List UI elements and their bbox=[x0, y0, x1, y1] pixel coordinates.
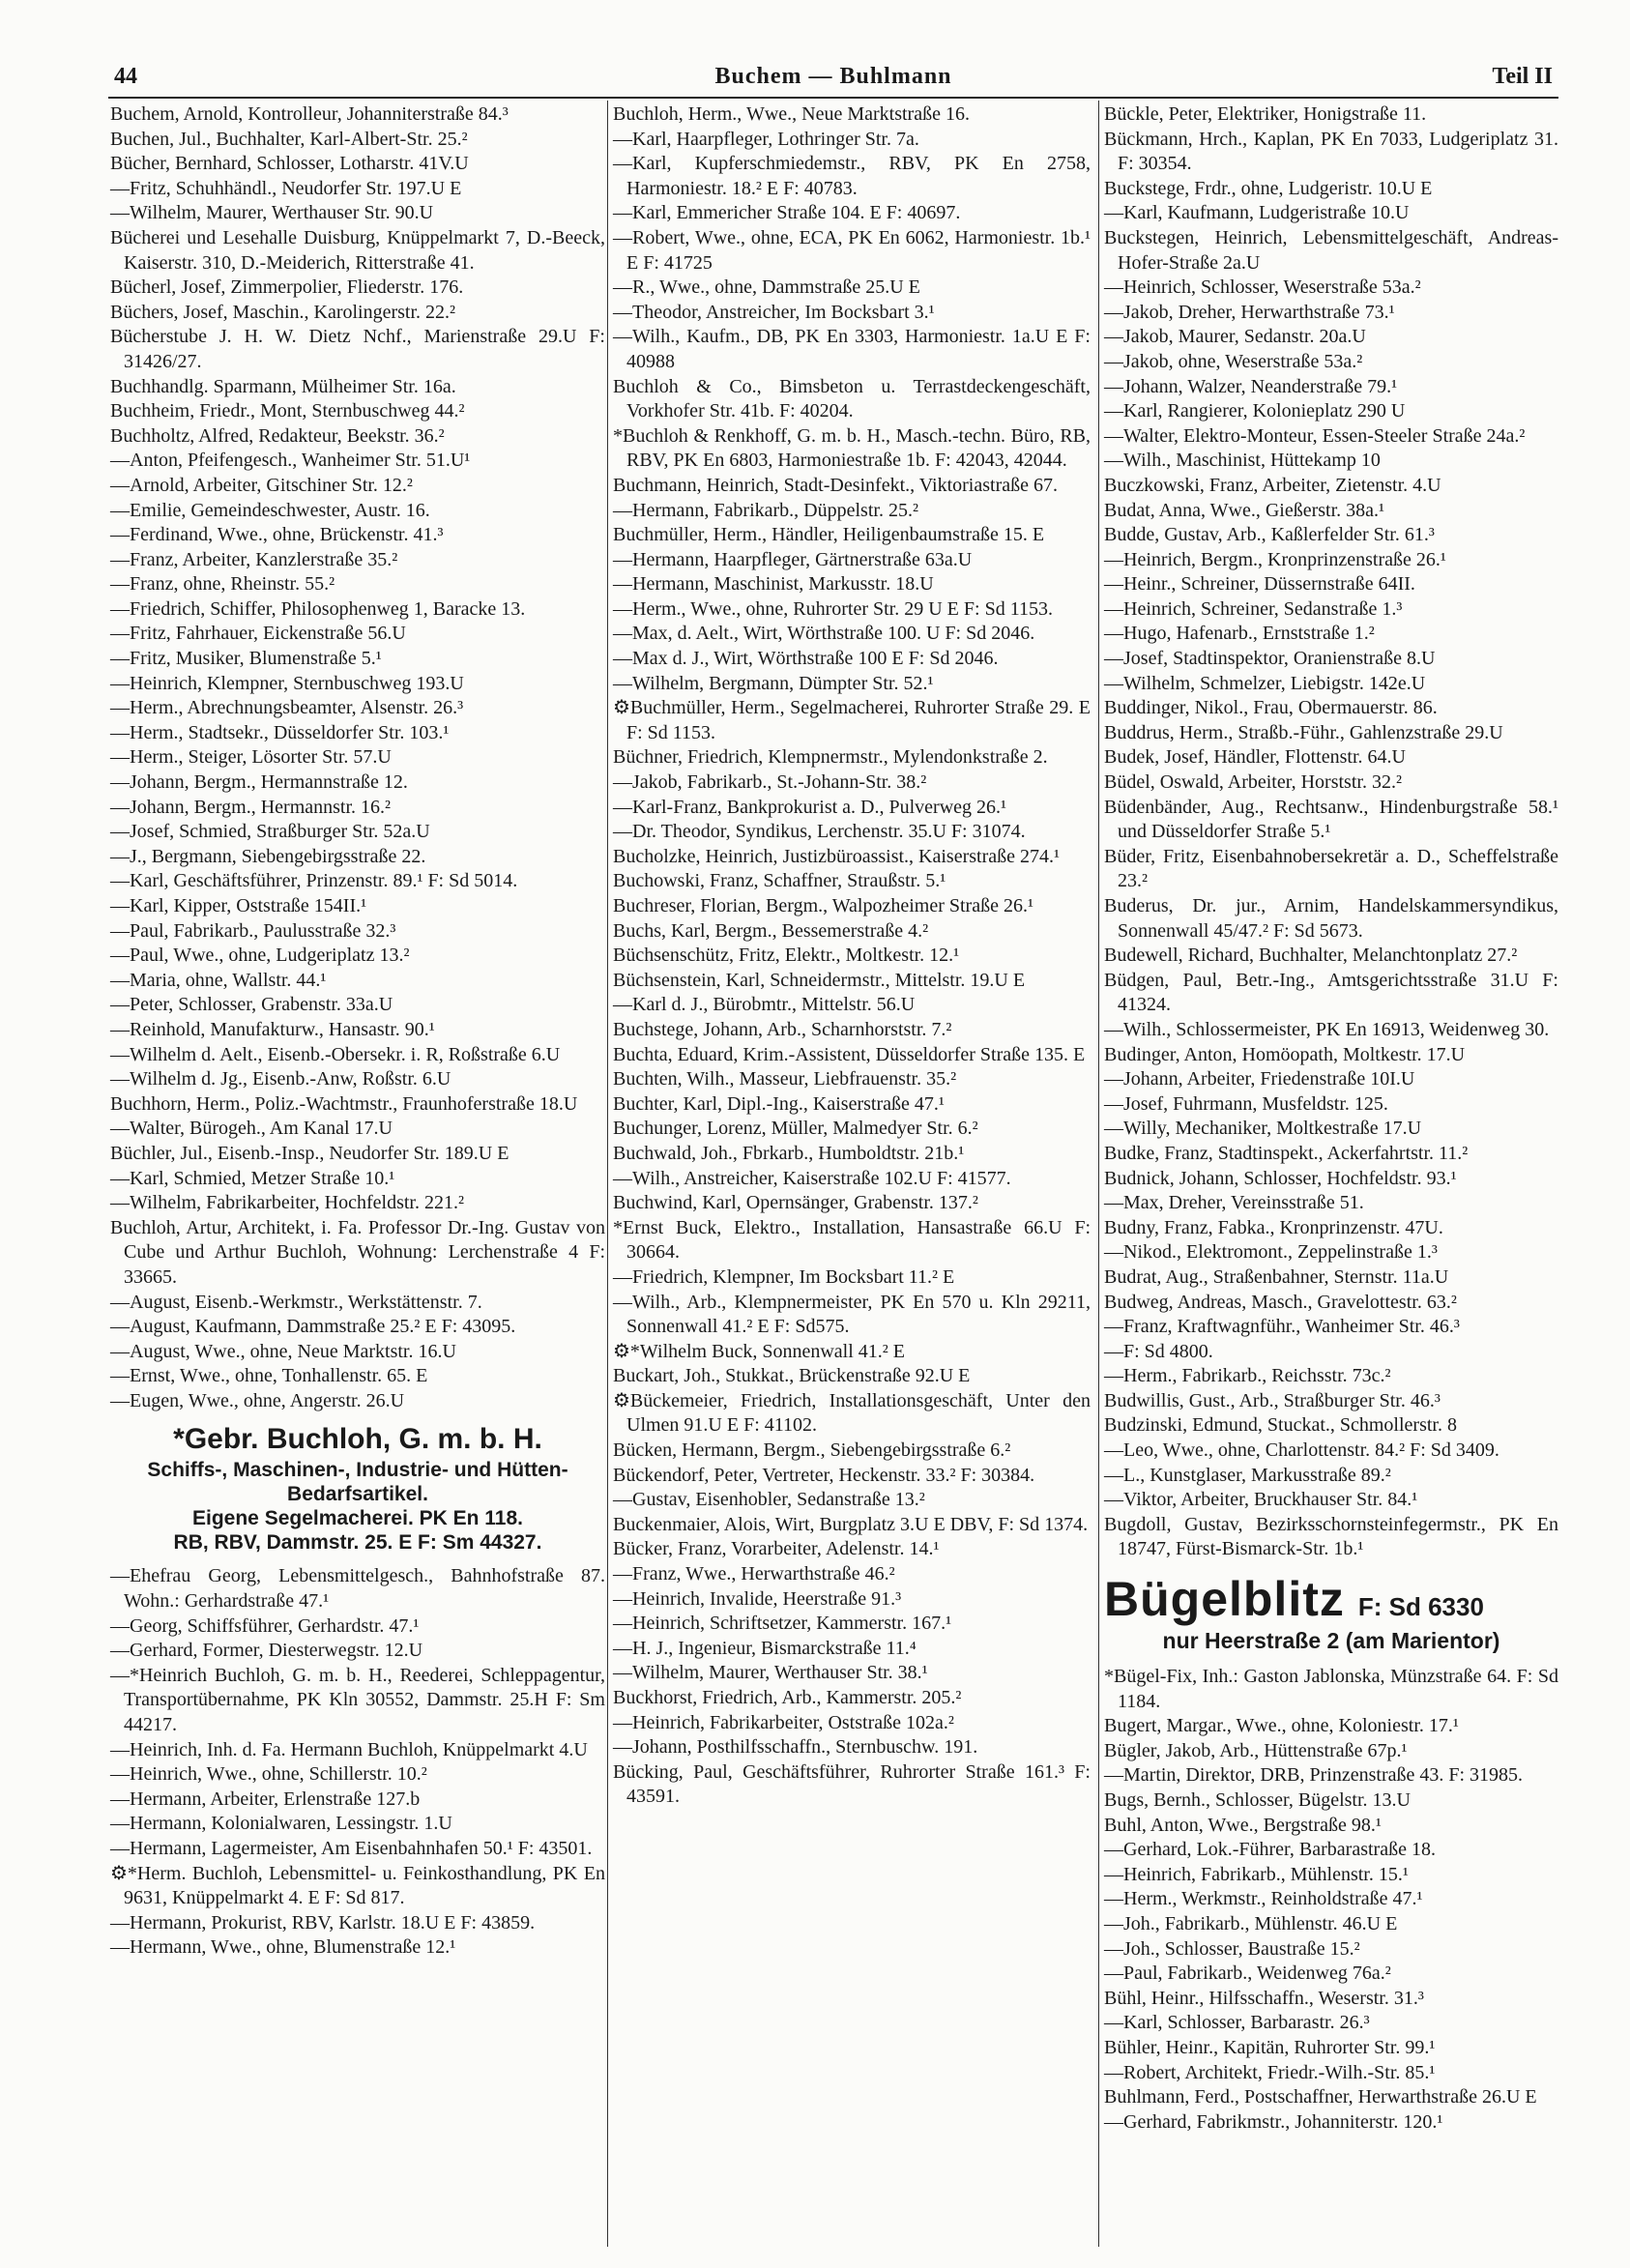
directory-entry: Bücker, Franz, Vorarbeiter, Adelenstr. 14.¹ bbox=[613, 1538, 940, 1560]
directory-entry: —Wilhelm, Schmelzer, Liebigstr. 142e.U bbox=[1104, 672, 1426, 694]
ad-line: Schiffs-, Maschinen-, Industrie- und Hütten-Bedarfsartikel. bbox=[147, 1459, 568, 1506]
directory-entry: —Fritz, Musiker, Blumenstraße 5.¹ bbox=[110, 648, 382, 670]
directory-entry: Buchs, Karl, Bergm., Bessemerstraße 4.² bbox=[613, 919, 929, 942]
directory-entry: Budat, Anna, Wwe., Gießerstr. 38a.¹ bbox=[1104, 499, 1385, 521]
ad-line: *Gebr. Buchloh, G. m. b. H. bbox=[173, 1423, 542, 1456]
directory-entry: Budke, Franz, Stadtinspekt., Ackerfahrtstr. 11.² bbox=[1104, 1142, 1469, 1164]
directory-entry: —Joh., Schlosser, Baustraße 15.² bbox=[1104, 1937, 1360, 1960]
directory-entry: ⚙*Wilhelm Buck, Sonnenwall 41.² E bbox=[613, 1340, 905, 1362]
directory-entry: —August, Wwe., ohne, Neue Marktstr. 16.U bbox=[110, 1340, 456, 1362]
directory-entry: —Georg, Schiffsführer, Gerhardstr. 47.¹ bbox=[110, 1614, 420, 1637]
directory-entry: —Ernst, Wwe., ohne, Tonhallenstr. 65. E bbox=[110, 1365, 428, 1387]
directory-entry: —Herm., Wwe., ohne, Ruhrorter Str. 29 U E F: Sd 1153. bbox=[613, 597, 1053, 620]
directory-entry: —Fritz, Schuhhändl., Neudorfer Str. 197.U E bbox=[110, 177, 462, 199]
directory-entry: —Heinrich, Klempner, Sternbuschweg 193.U bbox=[110, 672, 464, 694]
directory-entry: —Franz, Arbeiter, Kanzlerstraße 35.² bbox=[110, 548, 398, 570]
directory-entry: —Gerhard, Former, Diesterwegstr. 12.U bbox=[110, 1640, 423, 1662]
part-label: Teil II bbox=[1492, 64, 1553, 89]
directory-entry: —Hermann, Kolonialwaren, Lessingstr. 1.U bbox=[110, 1813, 452, 1835]
directory-entry: Buckstege, Frdr., ohne, Ludgeristr. 10.U E bbox=[1104, 177, 1433, 199]
directory-entry: —Heinrich, Bergm., Kronprinzenstraße 26.¹ bbox=[1104, 548, 1446, 570]
directory-entry: —Wilhelm, Maurer, Werthauser Str. 38.¹ bbox=[613, 1662, 928, 1684]
advertisement-buegelblitz bbox=[1104, 1572, 1558, 1655]
directory-entry: —Heinrich, Fabrikarb., Mühlenstr. 15.¹ bbox=[1104, 1863, 1409, 1885]
directory-entry: —Robert, Wwe., ohne, ECA, PK En 6062, Harmoniestr. 1b.¹ E F: 41725 bbox=[613, 226, 1091, 274]
directory-entry: Büchers, Josef, Maschin., Karolingerstr. 22.² bbox=[110, 301, 456, 323]
directory-entry: Büdgen, Paul, Betr.-Ing., Amtsgerichtsstraße 31.U F: 41324. bbox=[1104, 969, 1558, 1016]
directory-entry: —Karl, Schlosser, Barbarastr. 26.³ bbox=[1104, 2012, 1370, 2034]
directory-entry: Bugs, Bernh., Schlosser, Bügelstr. 13.U bbox=[1104, 1789, 1411, 1811]
directory-entry: —Josef, Schmied, Straßburger Str. 52a.U bbox=[110, 821, 430, 843]
directory-entry: Bugdoll, Gustav, Bezirksschornsteinfegermstr., PK En 18747, Fürst-Bismarck-Str. 1b.¹ bbox=[1104, 1513, 1558, 1560]
ad-title: Bügelblitz bbox=[1104, 1572, 1345, 1627]
directory-entry: Buderus, Dr. jur., Arnim, Handelskammersyndikus, Sonnenwall 45/47.² F: Sd 5673. bbox=[1104, 895, 1558, 942]
directory-entry: —Heinrich, Schlosser, Weserstraße 53a.² bbox=[1104, 276, 1421, 299]
directory-entry: Budweg, Andreas, Masch., Gravelottestr. 63.² bbox=[1104, 1291, 1457, 1313]
directory-entry: Buddrus, Herm., Straßb.-Führ., Gahlenzstraße 29.U bbox=[1104, 721, 1503, 743]
directory-entry: —Heinrich, Wwe., ohne, Schillerstr. 10.² bbox=[110, 1763, 427, 1786]
directory-entry: —Fritz, Fahrhauer, Eickenstraße 56.U bbox=[110, 623, 406, 645]
directory-entry: Bühl, Heinr., Hilfsschaffn., Weserstr. 31.³ bbox=[1104, 1987, 1424, 2009]
directory-entry: —Franz, ohne, Rheinstr. 55.² bbox=[110, 573, 335, 596]
directory-entry: —Karl, Geschäftsführer, Prinzenstr. 89.¹ F: Sd 5014. bbox=[110, 870, 518, 892]
directory-entry: —Herm., Fabrikarb., Reichsstr. 73c.² bbox=[1104, 1365, 1391, 1387]
directory-entry: —Johann, Posthilfsschaffn., Sternbuschw. 191. bbox=[613, 1736, 978, 1759]
directory-entry: Budewell, Richard, Buchhalter, Melanchtonplatz 27.² bbox=[1104, 945, 1518, 967]
directory-entry: Büder, Fritz, Eisenbahnobersekretär a. D., Scheffelstraße 23.² bbox=[1104, 845, 1558, 892]
page-header bbox=[108, 64, 1558, 99]
directory-entry: Bückle, Peter, Elektriker, Honigstraße 11. bbox=[1104, 103, 1427, 125]
directory-entry: ⚙*Herm. Buchloh, Lebensmittel- u. Feinkosthandlung, PK En 9631, Knüppelmarkt 4. E F: Sd 817. bbox=[110, 1862, 605, 1909]
column-1 bbox=[110, 102, 605, 1961]
column-divider bbox=[1098, 101, 1099, 2247]
directory-entry: —Walter, Bürogeh., Am Kanal 17.U bbox=[110, 1118, 393, 1140]
directory-entry: —Karl, Kaufmann, Ludgeristraße 10.U bbox=[1104, 202, 1410, 224]
directory-entry: —August, Kaufmann, Dammstraße 25.² E F: 43095. bbox=[110, 1316, 516, 1338]
directory-entry: —Jakob, Maurer, Sedanstr. 20a.U bbox=[1104, 326, 1366, 348]
directory-entry: Budek, Josef, Händler, Flottenstr. 64.U bbox=[1104, 746, 1406, 769]
directory-entry: Büchler, Jul., Eisenb.-Insp., Neudorfer Str. 189.U E bbox=[110, 1142, 509, 1164]
directory-entry: —Heinrich, Schriftsetzer, Kammerstr. 167.¹ bbox=[613, 1613, 952, 1635]
directory-entry: —Nikod., Elektromont., Zeppelinstraße 1.³ bbox=[1104, 1241, 1438, 1264]
directory-entry: —Heinr., Schreiner, Düssernstraße 64II. bbox=[1104, 573, 1415, 596]
directory-entry: Bücking, Paul, Geschäftsführer, Ruhrorter Straße 161.³ F: 43591. bbox=[613, 1760, 1091, 1808]
directory-entry: Budwillis, Gust., Arb., Straßburger Str. 46.³ bbox=[1104, 1389, 1441, 1411]
directory-entry: Bühler, Heinr., Kapitän, Ruhrorter Str. 99.¹ bbox=[1104, 2036, 1436, 2058]
directory-entry: Buchhandlg. Sparmann, Mülheimer Str. 16a. bbox=[110, 375, 456, 397]
directory-entry: Buchloh, Herm., Wwe., Neue Marktstraße 16. bbox=[613, 103, 970, 125]
directory-entry: Budzinski, Edmund, Stuckat., Schmollerstr. 8 bbox=[1104, 1414, 1457, 1437]
directory-entry: Bücherei und Lesehalle Duisburg, Knüppelmarkt 7, D.-Beeck, Kaiserstr. 310, D.-Meiderich, Ritterstraße 41. bbox=[110, 226, 605, 274]
ad-line: Eigene Segelmacherei. PK En 118. bbox=[192, 1507, 523, 1530]
directory-entry: —Johann, Bergm., Hermannstr. 16.² bbox=[110, 796, 392, 818]
directory-entry: —Heinrich, Fabrikarbeiter, Oststraße 102a.² bbox=[613, 1711, 954, 1733]
directory-entry: Bucholzke, Heinrich, Justizbüroassist., Kaiserstraße 274.¹ bbox=[613, 845, 1061, 867]
directory-entry: Büchsenschütz, Fritz, Elektr., Moltkestr. 12.¹ bbox=[613, 945, 960, 967]
directory-entry: Buchwind, Karl, Opernsänger, Grabenstr. 137.² bbox=[613, 1192, 978, 1214]
directory-entry: —Ferdinand, Wwe., ohne, Brückenstr. 41.³ bbox=[110, 524, 444, 546]
column-divider bbox=[607, 101, 608, 2247]
directory-entry: —Jakob, ohne, Weserstraße 53a.² bbox=[1104, 350, 1363, 372]
directory-entry: —Karl, Schmied, Metzer Straße 10.¹ bbox=[110, 1167, 395, 1189]
directory-entry: Buhlmann, Ferd., Postschaffner, Herwarthstraße 26.U E bbox=[1104, 2086, 1537, 2108]
directory-entry: —Hermann, Lagermeister, Am Eisenbahnhafen 50.¹ F: 43501. bbox=[110, 1838, 593, 1859]
directory-entry: Buchstege, Johann, Arb., Scharnhorststr. 7.² bbox=[613, 1018, 952, 1040]
directory-entry: —Leo, Wwe., ohne, Charlottenstr. 84.² F: Sd 3409. bbox=[1104, 1439, 1499, 1462]
directory-entry: Budny, Franz, Fabka., Kronprinzenstr. 47U. bbox=[1104, 1216, 1443, 1238]
directory-entry: Buchloh, Artur, Architekt, i. Fa. Professor Dr.-Ing. Gustav von Cube und Arthur Buchloh, Wohnung: Lerchenstraße 4 F: 33665. bbox=[110, 1216, 605, 1288]
column-3 bbox=[1104, 102, 1558, 2135]
directory-entry: —Herm., Stadtsekr., Düsseldorfer Str. 103.¹ bbox=[110, 721, 450, 743]
directory-entry: Büchsenstein, Karl, Schneidermstr., Mittelstr. 19.U E bbox=[613, 969, 1026, 991]
directory-entry: —Willy, Mechaniker, Moltkestraße 17.U bbox=[1104, 1118, 1422, 1140]
directory-entry: Buchen, Jul., Buchhalter, Karl-Albert-Str. 25.² bbox=[110, 128, 468, 150]
directory-entry: Budnick, Johann, Schlosser, Hochfeldstr. 93.¹ bbox=[1104, 1167, 1457, 1189]
directory-entry: —Wilh., Schlossermeister, PK En 16913, Weidenweg 30. bbox=[1104, 1018, 1550, 1040]
directory-entry: —Jakob, Dreher, Herwarthstraße 73.¹ bbox=[1104, 301, 1395, 323]
advertisement-buchloh bbox=[110, 1421, 605, 1555]
page-number: 44 bbox=[114, 64, 137, 89]
directory-entry: —Paul, Wwe., ohne, Ludgeriplatz 13.² bbox=[110, 945, 410, 967]
directory-entry: —Karl d. J., Bürobmtr., Mittelstr. 56.U bbox=[613, 994, 916, 1016]
ad-address: nur Heerstraße 2 (am Marientor) bbox=[1162, 1628, 1500, 1654]
directory-entry: —Friedrich, Schiffer, Philosophenweg 1, Baracke 13. bbox=[110, 597, 526, 620]
directory-entry: —Wilh., Kaufm., DB, PK En 3303, Harmoniestr. 1a.U E F: 40988 bbox=[613, 326, 1091, 372]
directory-entry: —Wilhelm, Maurer, Werthauser Str. 90.U bbox=[110, 202, 434, 224]
directory-entry: —Franz, Wwe., Herwarthstraße 46.² bbox=[613, 1563, 895, 1585]
running-title: Buchem — Buhlmann bbox=[714, 64, 952, 89]
directory-entry: Bügler, Jakob, Arb., Hüttenstraße 67p.¹ bbox=[1104, 1739, 1408, 1761]
directory-entry: —Herm., Steiger, Lösorter Str. 57.U bbox=[110, 746, 392, 769]
directory-entry: —Gerhard, Lok.-Führer, Barbarastraße 18. bbox=[1104, 1839, 1436, 1861]
directory-entry: Bückendorf, Peter, Vertreter, Heckenstr. 33.² F: 30384. bbox=[613, 1464, 1035, 1486]
directory-entry: —Heinrich, Invalide, Heerstraße 91.³ bbox=[613, 1587, 902, 1610]
directory-entry: Bücher, Bernhard, Schlosser, Lotharstr. 41V.U bbox=[110, 153, 469, 175]
directory-entry: —Wilh., Maschinist, Hüttekamp 10 bbox=[1104, 450, 1381, 472]
directory-entry: —Anton, Pfeifengesch., Wanheimer Str. 51.U¹ bbox=[110, 450, 471, 472]
directory-entry: —Josef, Stadtinspektor, Oranienstraße 8.U bbox=[1104, 648, 1436, 670]
directory-entry: —F: Sd 4800. bbox=[1104, 1340, 1213, 1362]
ad-phone: F: Sd 6330 bbox=[1357, 1592, 1484, 1622]
directory-entry: —Herm., Werkmstr., Reinholdstraße 47.¹ bbox=[1104, 1888, 1423, 1910]
directory-entry: —August, Eisenb.-Werkmstr., Werkstättenstr. 7. bbox=[110, 1291, 482, 1313]
directory-entry: Buchter, Karl, Dipl.-Ing., Kaiserstraße 47.¹ bbox=[613, 1092, 945, 1115]
directory-entry: —Jakob, Fabrikarb., St.-Johann-Str. 38.² bbox=[613, 771, 927, 794]
directory-entry: —Gustav, Eisenhobler, Sedanstraße 13.² bbox=[613, 1489, 925, 1511]
directory-entry: Bücherstube J. H. W. Dietz Nchf., Marienstraße 29.U F: 31426/27. bbox=[110, 326, 605, 372]
directory-entry: Buhl, Anton, Wwe., Bergstraße 98.¹ bbox=[1104, 1814, 1382, 1836]
directory-entry: —H. J., Ingenieur, Bismarckstraße 11.⁴ bbox=[613, 1637, 917, 1659]
directory-entry: —Theodor, Anstreicher, Im Bocksbart 3.¹ bbox=[613, 301, 935, 323]
directory-entry: —Dr. Theodor, Syndikus, Lerchenstr. 35.U F: 31074. bbox=[613, 821, 1026, 843]
directory-entry: Buchem, Arnold, Kontrolleur, Johanniterstraße 84.³ bbox=[110, 103, 509, 125]
directory-entry: Bückmann, Hrch., Kaplan, PK En 7033, Ludgeriplatz 31. F: 30354. bbox=[1104, 128, 1558, 175]
directory-entry: Bugert, Margar., Wwe., ohne, Koloniestr. 17.¹ bbox=[1104, 1715, 1459, 1737]
directory-entry: —Viktor, Arbeiter, Bruckhauser Str. 84.¹ bbox=[1104, 1489, 1418, 1511]
directory-entry: —Gerhard, Fabrikmstr., Johanniterstr. 120.¹ bbox=[1104, 2110, 1443, 2133]
directory-entry: —Friedrich, Klempner, Im Bocksbart 11.² E bbox=[613, 1265, 955, 1288]
directory-entry: Buchunger, Lorenz, Müller, Malmedyer Str. 6.² bbox=[613, 1118, 978, 1140]
directory-entry: —Arnold, Arbeiter, Gitschiner Str. 12.² bbox=[110, 474, 413, 496]
directory-entry: Buchloh & Co., Bimsbeton u. Terrastdeckengeschäft, Vorkhofer Str. 41b. F: 40204. bbox=[613, 375, 1091, 422]
directory-entry: —Eugen, Wwe., ohne, Angerstr. 26.U bbox=[110, 1389, 405, 1411]
directory-entry: —Paul, Fabrikarb., Weidenweg 76a.² bbox=[1104, 1963, 1391, 1985]
directory-entry: —Maria, ohne, Wallstr. 44.¹ bbox=[110, 969, 327, 991]
directory-entry: —*Heinrich Buchloh, G. m. b. H., Reederei, Schleppagentur, Transportübernahme, PK Kln 30552, Dammstr. 25.H F: Sm 44217. bbox=[110, 1664, 605, 1736]
directory-entry: Büdel, Oswald, Arbeiter, Horststr. 32.² bbox=[1104, 771, 1402, 794]
directory-entry: —Karl, Kipper, Oststraße 154II.¹ bbox=[110, 895, 367, 916]
directory-entry: —Wilhelm, Bergmann, Dümpter Str. 52.¹ bbox=[613, 672, 934, 694]
directory-entry: ⚙Buchmüller, Herm., Segelmacherei, Ruhrorter Straße 29. E F: Sd 1153. bbox=[613, 697, 1091, 743]
directory-entry: —Hermann, Arbeiter, Erlenstraße 127.b bbox=[110, 1788, 421, 1810]
directory-entry: Buckhorst, Friedrich, Arb., Kammerstr. 205.² bbox=[613, 1687, 962, 1708]
directory-entry: —Karl, Emmericher Straße 104. E F: 40697. bbox=[613, 202, 961, 224]
directory-entry: Buddinger, Nikol., Frau, Obermauerstr. 86. bbox=[1104, 697, 1438, 719]
column-2 bbox=[613, 102, 1091, 1810]
directory-entry: —Max, Dreher, Vereinsstraße 51. bbox=[1104, 1192, 1364, 1214]
ad-title-row bbox=[1104, 1572, 1558, 1626]
directory-entry: —Emilie, Gemeindeschwester, Austr. 16. bbox=[110, 499, 430, 521]
directory-entry: Buchholtz, Alfred, Redakteur, Beekstr. 36.² bbox=[110, 424, 445, 447]
directory-entry: —Heinrich, Inh. d. Fa. Hermann Buchloh, Knüppelmarkt 4.U bbox=[110, 1738, 588, 1760]
directory-entry: Buchmann, Heinrich, Stadt-Desinfekt., Viktoriastraße 67. bbox=[613, 474, 1058, 496]
directory-entry: Bücken, Hermann, Bergm., Siebengebirgsstraße 6.² bbox=[613, 1439, 1011, 1462]
directory-entry: —J., Bergmann, Siebengebirgsstraße 22. bbox=[110, 845, 426, 867]
directory-entry: —Max d. J., Wirt, Wörthstraße 100 E F: Sd 2046. bbox=[613, 648, 999, 670]
directory-entry: Buchhorn, Herm., Poliz.-Wachtmstr., Fraunhoferstraße 18.U bbox=[110, 1092, 578, 1115]
directory-entry: *Bügel-Fix, Inh.: Gaston Jablonska, Münzstraße 64. F: Sd 1184. bbox=[1104, 1666, 1558, 1712]
directory-entry: —Walter, Elektro-Monteur, Essen-Steeler Straße 24a.² bbox=[1104, 424, 1526, 447]
directory-entry: —Hugo, Hafenarb., Ernststraße 1.² bbox=[1104, 623, 1375, 645]
directory-entry: *Ernst Buck, Elektro., Installation, Hansastraße 66.U F: 30664. bbox=[613, 1216, 1091, 1264]
directory-entry: —Reinhold, Manufakturw., Hansastr. 90.¹ bbox=[110, 1018, 435, 1040]
directory-entry: ⚙Bückemeier, Friedrich, Installationsgeschäft, Unter den Ulmen 91.U E F: 41102. bbox=[613, 1389, 1091, 1437]
ad-line: RB, RBV, Dammstr. 25. E F: Sm 44327. bbox=[173, 1531, 542, 1555]
directory-entry: —Wilhelm d. Aelt., Eisenb.-Obersekr. i. R, Roßstraße 6.U bbox=[110, 1043, 561, 1065]
directory-entry: Büdenbänder, Aug., Rechtsanw., Hindenburgstraße 58.¹ und Düsseldorfer Straße 5.¹ bbox=[1104, 796, 1558, 843]
directory-entry: —Hermann, Haarpfleger, Gärtnerstraße 63a.U bbox=[613, 548, 973, 570]
directory-entry: —Hermann, Fabrikarb., Düppelstr. 25.² bbox=[613, 499, 918, 521]
directory-entry: —Johann, Bergm., Hermannstraße 12. bbox=[110, 771, 408, 794]
directory-entry: —Wilhelm, Fabrikarbeiter, Hochfeldstr. 221.² bbox=[110, 1192, 464, 1214]
directory-entry: —Wilhelm d. Jg., Eisenb.-Anw, Roßstr. 6.U bbox=[110, 1068, 451, 1090]
directory-entry: —Hermann, Wwe., ohne, Blumenstraße 12.¹ bbox=[110, 1936, 456, 1959]
directory-entry: —Robert, Architekt, Friedr.-Wilh.-Str. 85.¹ bbox=[1104, 2061, 1436, 2083]
directory-entry: —Hermann, Prokurist, RBV, Karlstr. 18.U E F: 43859. bbox=[110, 1911, 536, 1934]
directory-entry: —Johann, Walzer, Neanderstraße 79.¹ bbox=[1104, 375, 1398, 397]
directory-entry: —Franz, Kraftwagnführ., Wanheimer Str. 46.³ bbox=[1104, 1316, 1460, 1338]
directory-entry: —Heinrich, Schreiner, Sedanstraße 1.³ bbox=[1104, 597, 1403, 620]
directory-entry: Budinger, Anton, Homöopath, Moltkestr. 17.U bbox=[1104, 1043, 1466, 1065]
directory-entry: —Joh., Fabrikarb., Mühlenstr. 46.U E bbox=[1104, 1912, 1398, 1934]
directory-entry: Buchowski, Franz, Schaffner, Straußstr. 5.¹ bbox=[613, 870, 946, 892]
directory-entry: —Peter, Schlosser, Grabenstr. 33a.U bbox=[110, 994, 393, 1016]
directory-entry: —Karl, Kupferschmiedemstr., RBV, PK En 2758, Harmoniestr. 18.² E F: 40783. bbox=[613, 153, 1091, 199]
directory-entry: Buchreser, Florian, Bergm., Walpozheimer Straße 26.¹ bbox=[613, 895, 1033, 916]
directory-entry: —Wilh., Arb., Klempnermeister, PK En 570 u. Kln 29211, Sonnenwall 41.² E F: Sd575. bbox=[613, 1291, 1091, 1338]
directory-entry: —Paul, Fabrikarb., Paulusstraße 32.³ bbox=[110, 919, 396, 942]
directory-entry: Buchwald, Joh., Fbrkarb., Humboldtstr. 21b.¹ bbox=[613, 1142, 965, 1164]
directory-entry: Buchmüller, Herm., Händler, Heiligenbaumstraße 15. E bbox=[613, 524, 1045, 546]
directory-entry: Buckenmaier, Alois, Wirt, Burgplatz 3.U E DBV, F: Sd 1374. bbox=[613, 1513, 1089, 1535]
directory-entry: —R., Wwe., ohne, Dammstraße 25.U E bbox=[613, 276, 920, 299]
directory-entry: —Herm., Abrechnungsbeamter, Alsenstr. 26.³ bbox=[110, 697, 464, 719]
directory-entry: —Wilh., Anstreicher, Kaiserstraße 102.U F: 41577. bbox=[613, 1167, 1011, 1189]
directory-entry: —Josef, Fuhrmann, Musfeldstr. 125. bbox=[1104, 1092, 1388, 1115]
directory-entry: Buchta, Eduard, Krim.-Assistent, Düsseldorfer Straße 135. E bbox=[613, 1043, 1086, 1065]
directory-entry: Budrat, Aug., Straßenbahner, Sternstr. 11a.U bbox=[1104, 1265, 1449, 1288]
directory-entry: —Martin, Direktor, DRB, Prinzenstraße 43. F: 31985. bbox=[1104, 1764, 1524, 1787]
directory-entry: —Karl-Franz, Bankprokurist a. D., Pulverweg 26.¹ bbox=[613, 796, 1007, 818]
directory-entry: —Ehefrau Georg, Lebensmittelgesch., Bahnhofstraße 87. Wohn.: Gerhardstraße 47.¹ bbox=[110, 1565, 605, 1613]
directory-entry: Buczkowski, Franz, Arbeiter, Zietenstr. 4.U bbox=[1104, 474, 1441, 496]
directory-entry: Budde, Gustav, Arb., Kaßlerfelder Str. 61.³ bbox=[1104, 524, 1435, 546]
directory-entry: Buchheim, Friedr., Mont, Sternbuschweg 44.² bbox=[110, 400, 465, 422]
directory-entry: Buckart, Joh., Stukkat., Brückenstraße 92.U E bbox=[613, 1365, 971, 1387]
directory-entry: Buchten, Wilh., Masseur, Liebfrauenstr. 35.² bbox=[613, 1068, 957, 1090]
directory-entry: Buckstegen, Heinrich, Lebensmittelgeschäft, Andreas-Hofer-Straße 2a.U bbox=[1104, 226, 1558, 274]
directory-entry: —Karl, Rangierer, Kolonieplatz 290 U bbox=[1104, 400, 1406, 422]
directory-entry: Bücherl, Josef, Zimmerpolier, Fliederstr. 176. bbox=[110, 276, 464, 299]
directory-entry: —Hermann, Maschinist, Markusstr. 18.U bbox=[613, 573, 934, 596]
directory-entry: —Max, d. Aelt., Wirt, Wörthstraße 100. U F: Sd 2046. bbox=[613, 623, 1035, 645]
directory-entry: *Buchloh & Renkhoff, G. m. b. H., Masch.-techn. Büro, RB, RBV, PK En 6803, Harmoniestraße 1b. F: 42043, 42044. bbox=[613, 424, 1091, 472]
directory-entry: —Johann, Arbeiter, Friedenstraße 10I.U bbox=[1104, 1068, 1415, 1090]
directory-entry: Büchner, Friedrich, Klempnermstr., Mylendonkstraße 2. bbox=[613, 746, 1048, 769]
directory-entry: —Karl, Haarpfleger, Lothringer Str. 7a. bbox=[613, 128, 919, 150]
directory-entry: —L., Kunstglaser, Markusstraße 89.² bbox=[1104, 1464, 1391, 1486]
